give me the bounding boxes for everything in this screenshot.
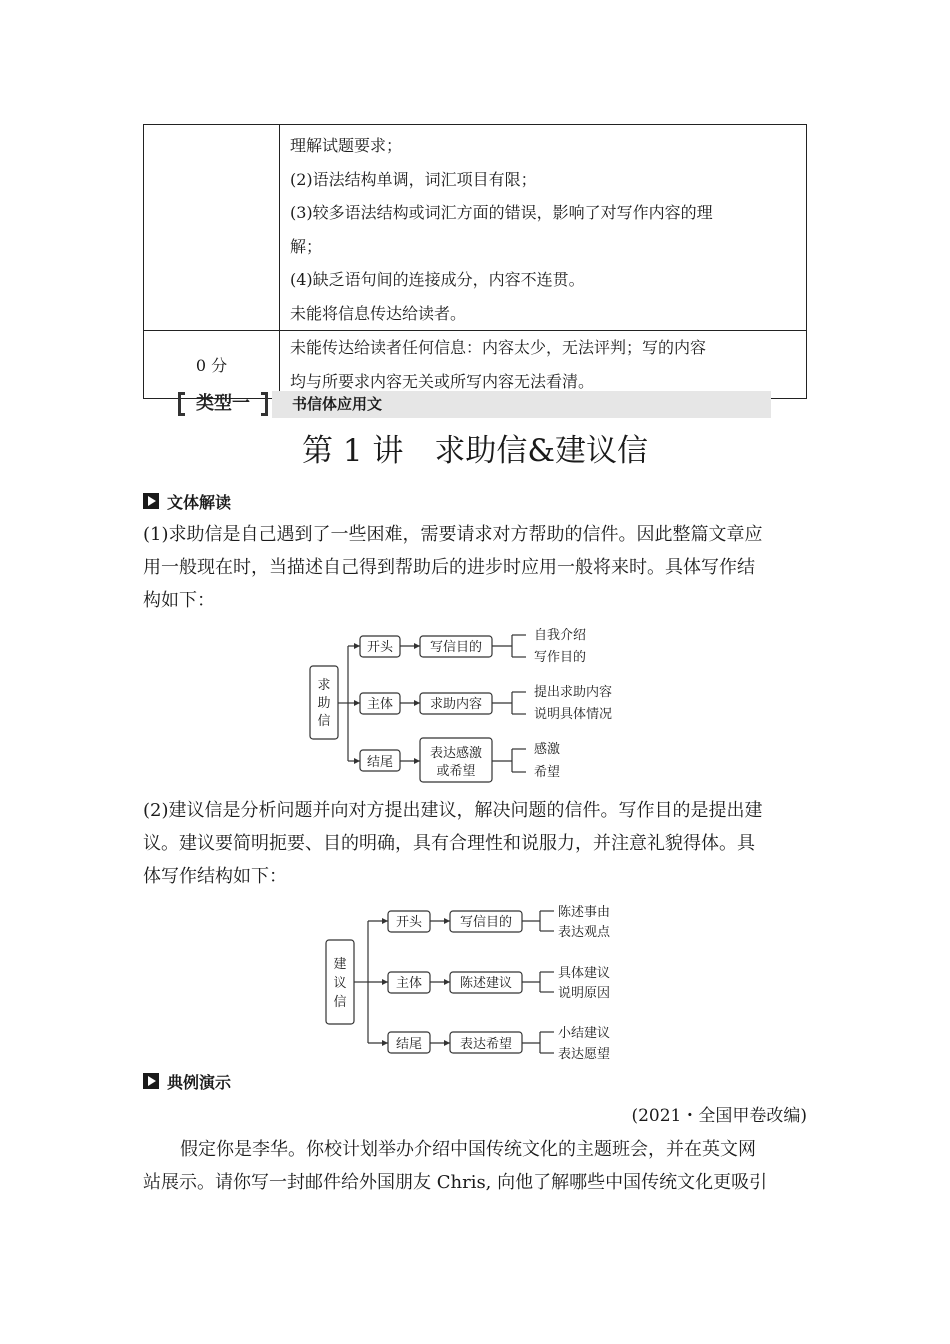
diagram-leaf: 说明具体情况 [534,707,613,722]
banner-tag [178,390,268,418]
score-cell-empty [144,125,280,331]
diagram-content-label: 表达希望 [459,1037,513,1052]
diagram-leaf: 说明原因 [558,986,611,1001]
diagram-leaf: 陈述事由 [558,905,611,920]
diagram-leaf: 表达观点 [558,925,611,940]
paragraph-line: 用一般现在时，当描述自己得到帮助后的进步时应用一般将来时。具体写作结 [143,557,755,578]
section-heading-label: 文体解读 [167,492,232,512]
paragraph-line: (1)求助信是自己遇到了一些困难，需要请求对方帮助的信件。因此整篇文章应 [143,524,763,545]
criteria-line: (2)语法结构单调，词汇项目有限； [290,169,537,189]
scoring-table [143,124,807,399]
structure-diagram-advice-letter [318,898,638,1066]
diagram-leaf: 小结建议 [558,1026,611,1041]
criteria-cell [280,331,807,399]
diagram-content-label: 写信目的 [459,915,513,930]
diagram-leaf: 自我介绍 [534,628,587,643]
diagram-root-char: 建 [333,957,347,972]
diagram-content-label: 或希望 [436,764,476,779]
criteria-line: 理解试题要求； [290,136,403,155]
bracket-right-icon [261,392,268,416]
section-heading-genre [143,489,231,513]
diagram-part-label: 结尾 [395,1037,423,1052]
diagram-root-char: 信 [333,995,347,1010]
diagram-root-char: 助 [317,696,331,711]
diagram-leaf: 具体建议 [558,966,611,981]
diagram-root-char: 求 [317,678,331,693]
diagram-leaf: 提出求助内容 [534,685,613,700]
paragraph-line: 体写作结构如下： [143,866,287,887]
banner-title: 书信体应用文 [272,391,771,418]
criteria-cell [280,125,807,331]
section-heading-example [143,1069,231,1093]
play-icon [143,493,159,509]
section-banner [178,390,771,418]
paragraph-help-letter [143,518,807,617]
paragraph-line: 构如下： [143,590,215,611]
diagram-leaf: 感激 [534,742,561,757]
paragraph-line: 假定你是李华。你校计划举办介绍中国传统文化的主题班会，并在英文网 [180,1139,756,1160]
paragraph-line: 议。建议要简明扼要、目的明确，具有合理性和说服力，并注意礼貌得体。具 [143,833,755,854]
diagram-part-label: 结尾 [366,755,394,770]
bracket-left-icon [178,392,185,416]
criteria-line: 未能将信息传达给读者。 [290,303,467,323]
structure-diagram-help-letter [300,620,640,785]
play-icon [143,1073,159,1089]
diagram-part-label: 开头 [395,915,423,930]
criteria-line: (3)较多语法结构或词汇方面的错误，影响了对写作内容的理 [290,203,713,222]
diagram-content-label: 陈述建议 [459,976,513,991]
diagram-leaf: 写作目的 [534,650,587,665]
section-heading-label: 典例演示 [167,1072,232,1092]
score-cell: 0 分 [144,331,280,399]
diagram-root-char: 信 [317,714,331,729]
paragraph-advice-letter [143,794,807,893]
diagram-root-char: 议 [333,976,347,991]
diagram-content-label: 表达感激 [429,746,483,761]
task-prompt [143,1133,807,1199]
table-row [144,125,807,331]
criteria-line: 解； [290,236,323,256]
diagram-content-label: 写信目的 [429,640,483,655]
diagram-leaf: 希望 [534,765,561,780]
diagram-leaf: 表达愿望 [558,1047,611,1062]
diagram-content-label: 求助内容 [429,697,483,712]
diagram-part-label: 主体 [395,976,423,991]
paragraph-line: (2)建议信是分析问题并向对方提出建议，解决问题的信件。写作目的是提出建 [143,800,763,821]
diagram-part-label: 主体 [366,697,394,712]
criteria-line: 未能传达给读者任何信息：内容太少，无法评判；写的内容 [290,338,707,357]
criteria-line: (4)缺乏语句间的连接成分，内容不连贯。 [290,270,585,289]
table-row [144,331,807,399]
banner-tag-label: 类型一 [196,393,250,414]
page-title: 第 1 讲 求助信&建议信 [301,433,649,469]
diagram-part-label: 开头 [366,640,394,655]
criteria-line: 均与所要求内容无关或所写内容无法看清。 [290,371,595,391]
paragraph-line: 站展示。请你写一封邮件给外国朋友 Chris, 向他了解哪些中国传统文化更吸引 [143,1172,768,1193]
source-citation: (2021・全国甲卷改编) [631,1106,807,1126]
